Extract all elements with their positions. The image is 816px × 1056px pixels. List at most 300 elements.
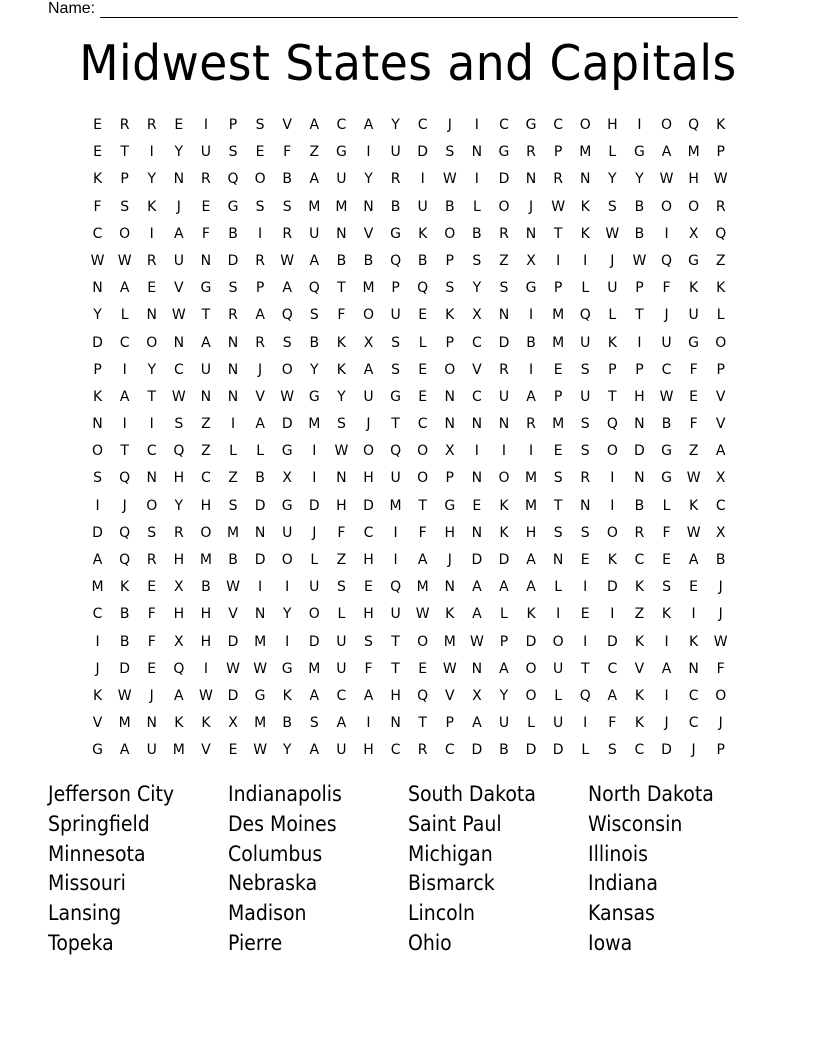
grid-letter: V bbox=[363, 225, 374, 242]
name-field bbox=[48, 0, 738, 18]
word-list-item: Jefferson City bbox=[48, 782, 175, 806]
grid-letter: K bbox=[147, 198, 157, 215]
grid-letter: Q bbox=[579, 687, 591, 704]
grid-letter: Q bbox=[390, 443, 402, 460]
grid-letter: B bbox=[255, 470, 265, 487]
grid-letter: C bbox=[201, 470, 211, 487]
grid-letter: C bbox=[471, 334, 482, 351]
grid-letter: V bbox=[174, 280, 184, 297]
grid-letter: M bbox=[552, 307, 565, 324]
grid-letter: U bbox=[390, 307, 401, 324]
grid-letter: Q bbox=[173, 660, 185, 677]
grid-letter: X bbox=[526, 252, 536, 269]
grid-letter: B bbox=[119, 606, 130, 623]
grid-letter: U bbox=[580, 388, 591, 405]
grid-letter: K bbox=[418, 225, 428, 242]
grid-letter: K bbox=[174, 715, 184, 732]
grid-letter: W bbox=[605, 225, 620, 242]
grid-letter: C bbox=[363, 524, 374, 541]
grid-letter: F bbox=[689, 416, 698, 433]
grid-letter: I bbox=[637, 334, 642, 351]
grid-letter: H bbox=[444, 524, 456, 541]
word-list-item: Minnesota bbox=[48, 841, 146, 866]
grid-letter: Y bbox=[472, 280, 482, 297]
grid-letter: D bbox=[471, 742, 483, 759]
grid-letter: A bbox=[309, 117, 320, 133]
grid-letter: A bbox=[119, 742, 130, 759]
grid-letter: F bbox=[662, 524, 671, 541]
grid-row bbox=[84, 602, 734, 629]
grid-letter: D bbox=[119, 660, 131, 677]
grid-letter: B bbox=[472, 225, 482, 242]
grid-letter: Y bbox=[391, 117, 400, 133]
grid-letter: C bbox=[119, 334, 130, 351]
grid-letter: F bbox=[662, 280, 671, 297]
grid-letter: L bbox=[554, 687, 563, 704]
grid-letter: N bbox=[336, 470, 347, 487]
grid-letter: I bbox=[366, 715, 371, 732]
grid-letter: J bbox=[366, 416, 371, 433]
grid-letter: F bbox=[418, 524, 427, 541]
grid-letter: I bbox=[285, 579, 290, 596]
grid-letter: J bbox=[664, 715, 669, 732]
word-list-item: Ohio bbox=[408, 930, 452, 955]
grid-letter: N bbox=[525, 225, 537, 242]
grid-letter: P bbox=[716, 144, 725, 161]
grid-letter: K bbox=[92, 171, 103, 188]
grid-letter: I bbox=[285, 633, 290, 650]
grid-letter: L bbox=[662, 497, 671, 514]
grid-letter: M bbox=[308, 198, 321, 215]
grid-letter: Z bbox=[688, 443, 699, 460]
grid-letter: V bbox=[444, 687, 455, 704]
grid-letter: N bbox=[390, 715, 401, 732]
grid-letter: S bbox=[580, 524, 590, 541]
grid-letter: Y bbox=[364, 171, 373, 188]
grid-letter: N bbox=[200, 388, 212, 405]
grid-letter: C bbox=[417, 416, 428, 433]
grid-letter: H bbox=[363, 742, 374, 759]
grid-letter: K bbox=[607, 334, 617, 351]
grid-letter: M bbox=[335, 198, 348, 215]
grid-letter: I bbox=[556, 252, 561, 269]
grid-letter: D bbox=[254, 552, 266, 568]
grid-letter: U bbox=[146, 742, 157, 759]
grid-letter: Y bbox=[282, 742, 292, 759]
grid-letter: T bbox=[391, 660, 400, 677]
word-list-item: Pierre bbox=[228, 930, 283, 955]
grid-letter: D bbox=[417, 144, 429, 161]
grid-letter: P bbox=[120, 171, 129, 188]
grid-letter: I bbox=[203, 117, 208, 133]
grid-letter: X bbox=[715, 524, 726, 541]
grid-letter: W bbox=[686, 470, 701, 487]
grid-letter: T bbox=[201, 307, 211, 324]
grid-letter: P bbox=[445, 470, 454, 487]
grid-letter: M bbox=[226, 524, 240, 541]
grid-letter: S bbox=[662, 579, 671, 596]
grid-letter: W bbox=[713, 633, 728, 650]
grid-letter: G bbox=[281, 497, 293, 514]
grid-row bbox=[84, 494, 734, 521]
grid-letter: U bbox=[498, 715, 510, 732]
grid-letter: R bbox=[146, 252, 157, 269]
grid-letter: N bbox=[579, 497, 591, 514]
grid-letter: I bbox=[420, 171, 425, 188]
grid-letter: G bbox=[525, 117, 537, 133]
grid-letter: U bbox=[282, 524, 293, 541]
grid-letter: F bbox=[147, 633, 156, 650]
grid-letter: C bbox=[688, 687, 699, 704]
grid-letter: K bbox=[689, 280, 699, 297]
grid-letter: F bbox=[337, 307, 346, 324]
grid-letter: F bbox=[93, 198, 102, 215]
grid-letter: S bbox=[607, 742, 617, 759]
grid-letter: C bbox=[336, 687, 347, 704]
grid-letter: D bbox=[525, 742, 537, 759]
word-list-item: Indiana bbox=[588, 871, 658, 896]
grid-letter: C bbox=[173, 361, 184, 378]
grid-letter: G bbox=[525, 280, 537, 297]
grid-letter: B bbox=[309, 334, 320, 351]
grid-letter: P bbox=[499, 633, 509, 650]
grid-letter: O bbox=[715, 687, 727, 704]
grid-letter: A bbox=[174, 225, 184, 242]
grid-letter: Y bbox=[282, 606, 292, 623]
grid-letter: O bbox=[200, 524, 212, 541]
grid-letter: N bbox=[444, 416, 455, 433]
grid-letter: K bbox=[120, 579, 130, 596]
grid-letter: B bbox=[336, 252, 347, 269]
grid-letter: T bbox=[418, 715, 427, 732]
grid-letter: H bbox=[200, 497, 212, 514]
grid-letter: M bbox=[443, 633, 456, 650]
word-list-item: Wisconsin bbox=[588, 811, 683, 836]
grid-letter: S bbox=[391, 334, 401, 351]
grid-letter: N bbox=[200, 252, 212, 269]
grid-letter: P bbox=[445, 252, 454, 269]
grid-letter: A bbox=[363, 361, 374, 378]
grid-letter: E bbox=[255, 144, 265, 161]
grid-letter: K bbox=[499, 524, 509, 541]
grid-letter: M bbox=[579, 144, 592, 161]
grid-letter: O bbox=[606, 443, 618, 460]
grid-letter: G bbox=[444, 497, 456, 514]
grid-letter: O bbox=[525, 687, 537, 704]
grid-letter: R bbox=[499, 225, 509, 242]
grid-letter: Q bbox=[173, 443, 185, 460]
grid-letter: N bbox=[227, 388, 239, 405]
grid-letter: E bbox=[147, 660, 157, 677]
grid-letter: N bbox=[92, 416, 103, 433]
grid-letter: A bbox=[174, 687, 184, 704]
grid-letter: K bbox=[92, 388, 103, 405]
grid-letter: N bbox=[146, 470, 157, 487]
grid-letter: E bbox=[418, 307, 428, 324]
grid-row bbox=[84, 276, 734, 303]
grid-letter: L bbox=[337, 606, 346, 623]
grid-letter: M bbox=[118, 715, 131, 732]
grid-letter: N bbox=[498, 307, 510, 324]
grid-letter: D bbox=[227, 252, 239, 269]
grid-letter: B bbox=[499, 742, 509, 759]
grid-letter: I bbox=[583, 715, 588, 732]
grid-letter: Q bbox=[606, 416, 618, 433]
grid-letter: K bbox=[580, 198, 590, 215]
grid-letter: I bbox=[149, 225, 154, 242]
grid-letter: L bbox=[256, 443, 265, 460]
grid-letter: I bbox=[366, 144, 371, 161]
grid-letter: E bbox=[472, 497, 482, 514]
grid-letter: S bbox=[147, 524, 157, 541]
grid-letter: X bbox=[174, 579, 184, 596]
grid-letter: W bbox=[442, 171, 457, 188]
grid-row bbox=[84, 630, 734, 657]
grid-letter: U bbox=[390, 144, 401, 161]
grid-letter: K bbox=[661, 606, 672, 623]
grid-letter: N bbox=[688, 660, 699, 677]
grid-letter: K bbox=[201, 715, 211, 732]
grid-letter: H bbox=[363, 552, 374, 568]
grid-letter: K bbox=[336, 334, 346, 351]
grid-letter: Z bbox=[201, 443, 211, 460]
grid-letter: D bbox=[363, 497, 374, 514]
grid-letter: C bbox=[634, 742, 645, 759]
grid-letter: S bbox=[309, 307, 319, 324]
grid-letter: K bbox=[526, 606, 536, 623]
grid-letter: G bbox=[688, 334, 700, 351]
grid-letter: Z bbox=[634, 606, 645, 623]
grid-letter: J bbox=[718, 579, 723, 596]
grid-letter: P bbox=[228, 117, 238, 133]
grid-letter: L bbox=[472, 198, 481, 215]
grid-letter: M bbox=[91, 579, 104, 596]
grid-letter: Y bbox=[174, 144, 184, 161]
grid-letter: A bbox=[472, 715, 482, 732]
grid-letter: S bbox=[445, 144, 455, 161]
grid-row bbox=[84, 167, 734, 194]
grid-letter: J bbox=[610, 252, 615, 269]
grid-letter: A bbox=[472, 579, 482, 596]
grid-letter: A bbox=[526, 388, 536, 405]
grid-letter: B bbox=[390, 198, 401, 215]
word-list-item: Bismarck bbox=[408, 871, 495, 896]
grid-letter: P bbox=[255, 280, 265, 297]
grid-letter: I bbox=[610, 606, 615, 623]
grid-letter: L bbox=[581, 280, 590, 297]
grid-letter: W bbox=[117, 252, 132, 269]
grid-letter: Y bbox=[310, 361, 319, 378]
grid-letter: D bbox=[92, 524, 103, 541]
grid-letter: X bbox=[472, 307, 482, 324]
grid-letter: N bbox=[471, 660, 483, 677]
grid-letter: K bbox=[716, 117, 726, 133]
grid-letter: G bbox=[200, 280, 212, 297]
grid-letter: X bbox=[282, 470, 292, 487]
grid-letter: N bbox=[471, 144, 483, 161]
grid-letter: R bbox=[255, 252, 265, 269]
grid-letter: A bbox=[526, 552, 536, 568]
word-column bbox=[48, 780, 228, 959]
grid-letter: I bbox=[122, 361, 127, 378]
grid-letter: C bbox=[607, 660, 618, 677]
grid-letter: I bbox=[556, 606, 561, 623]
grid-letter: K bbox=[282, 687, 292, 704]
grid-letter: M bbox=[552, 416, 565, 433]
grid-letter: W bbox=[713, 171, 728, 188]
grid-row bbox=[84, 113, 734, 140]
grid-row bbox=[84, 331, 734, 358]
grid-letter: P bbox=[635, 361, 644, 378]
grid-letter: R bbox=[526, 416, 536, 433]
grid-letter: Q bbox=[119, 552, 131, 568]
grid-letter: F bbox=[689, 361, 698, 378]
grid-letter: R bbox=[390, 171, 401, 188]
grid-letter: K bbox=[445, 606, 455, 623]
grid-letter: A bbox=[282, 280, 292, 297]
grid-letter: S bbox=[391, 361, 401, 378]
grid-letter: G bbox=[688, 252, 700, 269]
word-list-item: Illinois bbox=[588, 841, 648, 866]
grid-letter: H bbox=[200, 606, 212, 623]
grid-letter: O bbox=[525, 660, 537, 677]
grid-letter: O bbox=[606, 524, 618, 541]
grid-letter: Y bbox=[147, 171, 157, 188]
grid-letter: B bbox=[444, 198, 455, 215]
grid-letter: X bbox=[472, 687, 482, 704]
grid-letter: U bbox=[417, 198, 428, 215]
grid-letter: C bbox=[336, 117, 347, 133]
grid-letter: N bbox=[498, 416, 510, 433]
grid-letter: Q bbox=[390, 252, 402, 269]
grid-letter: O bbox=[498, 470, 510, 487]
grid-letter: I bbox=[528, 361, 534, 378]
grid-letter: Q bbox=[417, 280, 429, 297]
grid-letter: Y bbox=[608, 171, 617, 188]
grid-letter: I bbox=[312, 470, 317, 487]
grid-letter: H bbox=[634, 388, 645, 405]
grid-letter: E bbox=[228, 742, 238, 759]
grid-letter: S bbox=[282, 334, 292, 351]
grid-letter: I bbox=[664, 687, 669, 704]
grid-row bbox=[84, 711, 734, 738]
grid-letter: A bbox=[526, 579, 536, 596]
grid-letter: I bbox=[691, 606, 696, 623]
grid-letter: Q bbox=[119, 470, 131, 487]
grid-letter: L bbox=[120, 307, 129, 324]
grid-letter: K bbox=[92, 687, 103, 704]
word-list-item: Madison bbox=[228, 901, 307, 926]
grid-letter: C bbox=[444, 742, 455, 759]
grid-letter: P bbox=[635, 280, 644, 297]
grid-letter: K bbox=[336, 361, 346, 378]
name-blank-line[interactable] bbox=[100, 2, 738, 18]
grid-letter: G bbox=[390, 225, 401, 242]
grid-letter: O bbox=[308, 606, 320, 623]
grid-letter: E bbox=[201, 198, 211, 215]
grid-letter: O bbox=[498, 198, 510, 215]
grid-letter: I bbox=[122, 416, 127, 433]
grid-letter: A bbox=[472, 606, 482, 623]
grid-letter: Y bbox=[635, 171, 644, 188]
grid-letter: H bbox=[200, 633, 212, 650]
grid-letter: W bbox=[280, 388, 295, 405]
grid-letter: L bbox=[608, 144, 617, 161]
grid-letter: U bbox=[309, 579, 320, 596]
grid-letter: U bbox=[336, 171, 347, 188]
grid-letter: I bbox=[528, 443, 534, 460]
grid-letter: J bbox=[691, 742, 696, 759]
grid-letter: G bbox=[254, 687, 266, 704]
grid-row bbox=[84, 140, 734, 167]
grid-letter: N bbox=[525, 171, 537, 188]
grid-letter: S bbox=[580, 443, 590, 460]
grid-letter: B bbox=[417, 252, 428, 269]
word-list-item: Michigan bbox=[408, 841, 493, 866]
grid-letter: M bbox=[254, 633, 267, 650]
grid-letter: Q bbox=[119, 524, 131, 541]
grid-letter: R bbox=[119, 117, 130, 133]
grid-letter: E bbox=[553, 361, 563, 378]
grid-letter: O bbox=[281, 361, 293, 378]
grid-letter: I bbox=[258, 579, 263, 596]
grid-letter: C bbox=[390, 742, 401, 759]
grid-letter: I bbox=[637, 117, 642, 133]
grid-letter: H bbox=[363, 606, 374, 623]
grid-letter: T bbox=[391, 416, 400, 433]
grid-letter: B bbox=[119, 633, 130, 650]
grid-letter: D bbox=[308, 633, 320, 650]
word-search-grid bbox=[84, 113, 734, 766]
grid-letter: J bbox=[312, 524, 317, 541]
word-list-item: Nebraska bbox=[228, 871, 318, 896]
grid-letter: R bbox=[173, 524, 184, 541]
grid-letter: N bbox=[254, 606, 266, 623]
grid-letter: Y bbox=[337, 388, 346, 405]
grid-letter: G bbox=[390, 388, 401, 405]
grid-letter: I bbox=[312, 443, 317, 460]
grid-letter: D bbox=[227, 687, 239, 704]
grid-letter: M bbox=[525, 470, 538, 487]
grid-letter: A bbox=[661, 660, 672, 677]
grid-letter: I bbox=[95, 633, 100, 650]
grid-letter: G bbox=[281, 443, 293, 460]
grid-letter: Z bbox=[336, 552, 347, 568]
grid-letter: E bbox=[174, 117, 184, 133]
grid-letter: J bbox=[447, 552, 452, 568]
grid-letter: U bbox=[553, 660, 564, 677]
grid-letter: B bbox=[282, 715, 292, 732]
grid-letter: I bbox=[610, 470, 615, 487]
grid-letter: V bbox=[92, 715, 103, 732]
grid-letter: Y bbox=[93, 307, 102, 324]
grid-letter: O bbox=[688, 198, 700, 215]
grid-letter: V bbox=[715, 416, 726, 433]
grid-letter: H bbox=[173, 606, 185, 623]
grid-letter: O bbox=[362, 443, 374, 460]
grid-letter: A bbox=[309, 171, 320, 188]
grid-letter: D bbox=[227, 633, 239, 650]
grid-letter: U bbox=[498, 388, 510, 405]
word-list-item: Columbus bbox=[228, 841, 323, 866]
grid-letter: W bbox=[253, 660, 268, 677]
grid-letter: D bbox=[254, 497, 266, 514]
grid-letter: C bbox=[715, 497, 726, 514]
grid-letter: S bbox=[228, 280, 238, 297]
grid-letter: S bbox=[282, 198, 292, 215]
grid-letter: U bbox=[309, 225, 320, 242]
grid-letter: I bbox=[149, 416, 154, 433]
